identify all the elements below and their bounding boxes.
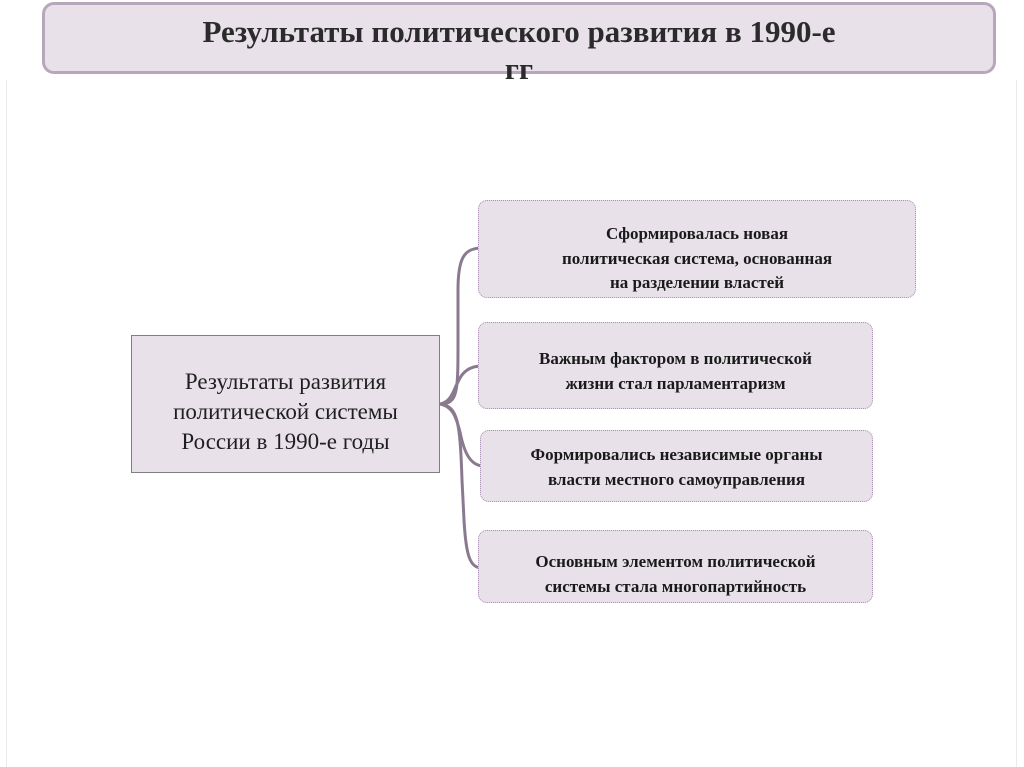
branch-node-3 [480,430,873,502]
connector-to-branch-1 [440,248,482,404]
connector-to-branch-2 [440,366,482,404]
connector-to-branch-4 [440,404,482,568]
branch-node-3-label: Формировались независимые органы власти местного самоуправления [530,445,823,489]
branch-node-2-label: Важным фактором в политической жизни стал парламентаризм [539,348,812,393]
branch-node-1 [478,200,916,298]
branch-node-4-label: Основным элементом политической системы стала многопартийность [535,551,816,596]
root-node-label: Результаты развития политической системы России в 1990-е годы [173,369,398,454]
branch-node-1-label: Сформировалась новая политическая система, основанная на разделении властей [561,224,833,293]
branch-node-4 [478,530,873,603]
slide-title: Результаты политического развития в 1990-е гг [202,13,836,86]
branch-node-2 [478,322,873,409]
root-node [131,335,440,473]
